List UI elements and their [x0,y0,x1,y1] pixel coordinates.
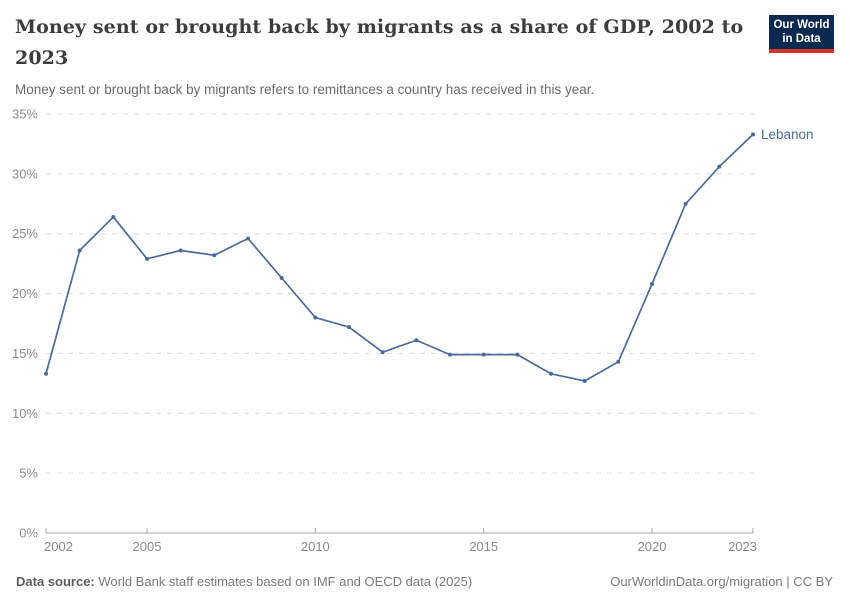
data-point[interactable] [111,215,115,219]
data-point[interactable] [448,353,452,357]
data-point[interactable] [583,379,587,383]
y-axis-tick-label: 15% [11,345,38,361]
chart-header [15,12,760,98]
data-point[interactable] [381,350,385,354]
data-point[interactable] [347,325,351,329]
data-source-text: World Bank staff estimates based on IMF and OECD data (2025) [94,574,473,589]
y-axis-tick-label: 30% [11,166,38,182]
owid-logo-line2: in Data [782,33,821,45]
data-point[interactable] [650,282,654,286]
page-title: Money sent or brought back by migrants as a share of GDP, 2002 to 2023 [15,16,744,69]
y-axis-tick-label: 10% [11,405,38,421]
series-label[interactable]: Lebanon [761,126,814,142]
chart-subtitle: Money sent or brought back by migrants refers to remittances a country has received in this year. [15,82,595,97]
x-axis-tick-label: 2010 [300,539,330,554]
data-point[interactable] [179,248,183,252]
data-point[interactable] [280,276,284,280]
x-axis-tick-label: 2020 [637,539,667,554]
x-axis-tick-label: 2002 [44,539,73,554]
chart-footer [16,574,833,589]
owid-logo-line1: Our World [773,19,830,31]
data-point[interactable] [751,132,755,136]
data-point[interactable] [616,360,620,364]
data-point[interactable] [313,316,317,320]
y-axis-tick-label: 35% [11,106,38,122]
x-axis-tick-label: 2005 [132,539,162,554]
data-point[interactable] [684,202,688,206]
data-point[interactable] [482,353,486,357]
trend-line[interactable] [46,134,753,381]
x-axis-tick-label: 2023 [728,539,757,554]
data-point[interactable] [549,372,553,376]
data-point[interactable] [78,248,82,252]
data-source [16,574,472,589]
data-point[interactable] [44,372,48,376]
y-axis-tick-label: 25% [11,226,38,242]
owid-logo[interactable] [769,15,834,53]
data-point[interactable] [212,253,216,257]
data-point[interactable] [145,257,149,261]
y-axis-tick-label: 20% [11,286,38,302]
data-point[interactable] [246,237,250,241]
y-axis-tick-label: 0% [19,525,38,541]
data-point[interactable] [515,353,519,357]
data-point[interactable] [717,165,721,169]
data-point[interactable] [414,338,418,342]
x-axis-tick-label: 2015 [469,539,499,554]
data-source-label: Data source: [16,574,95,589]
y-axis-tick-label: 5% [19,465,38,481]
license-link[interactable]: OurWorldinData.org/migration | CC BY [610,574,833,589]
